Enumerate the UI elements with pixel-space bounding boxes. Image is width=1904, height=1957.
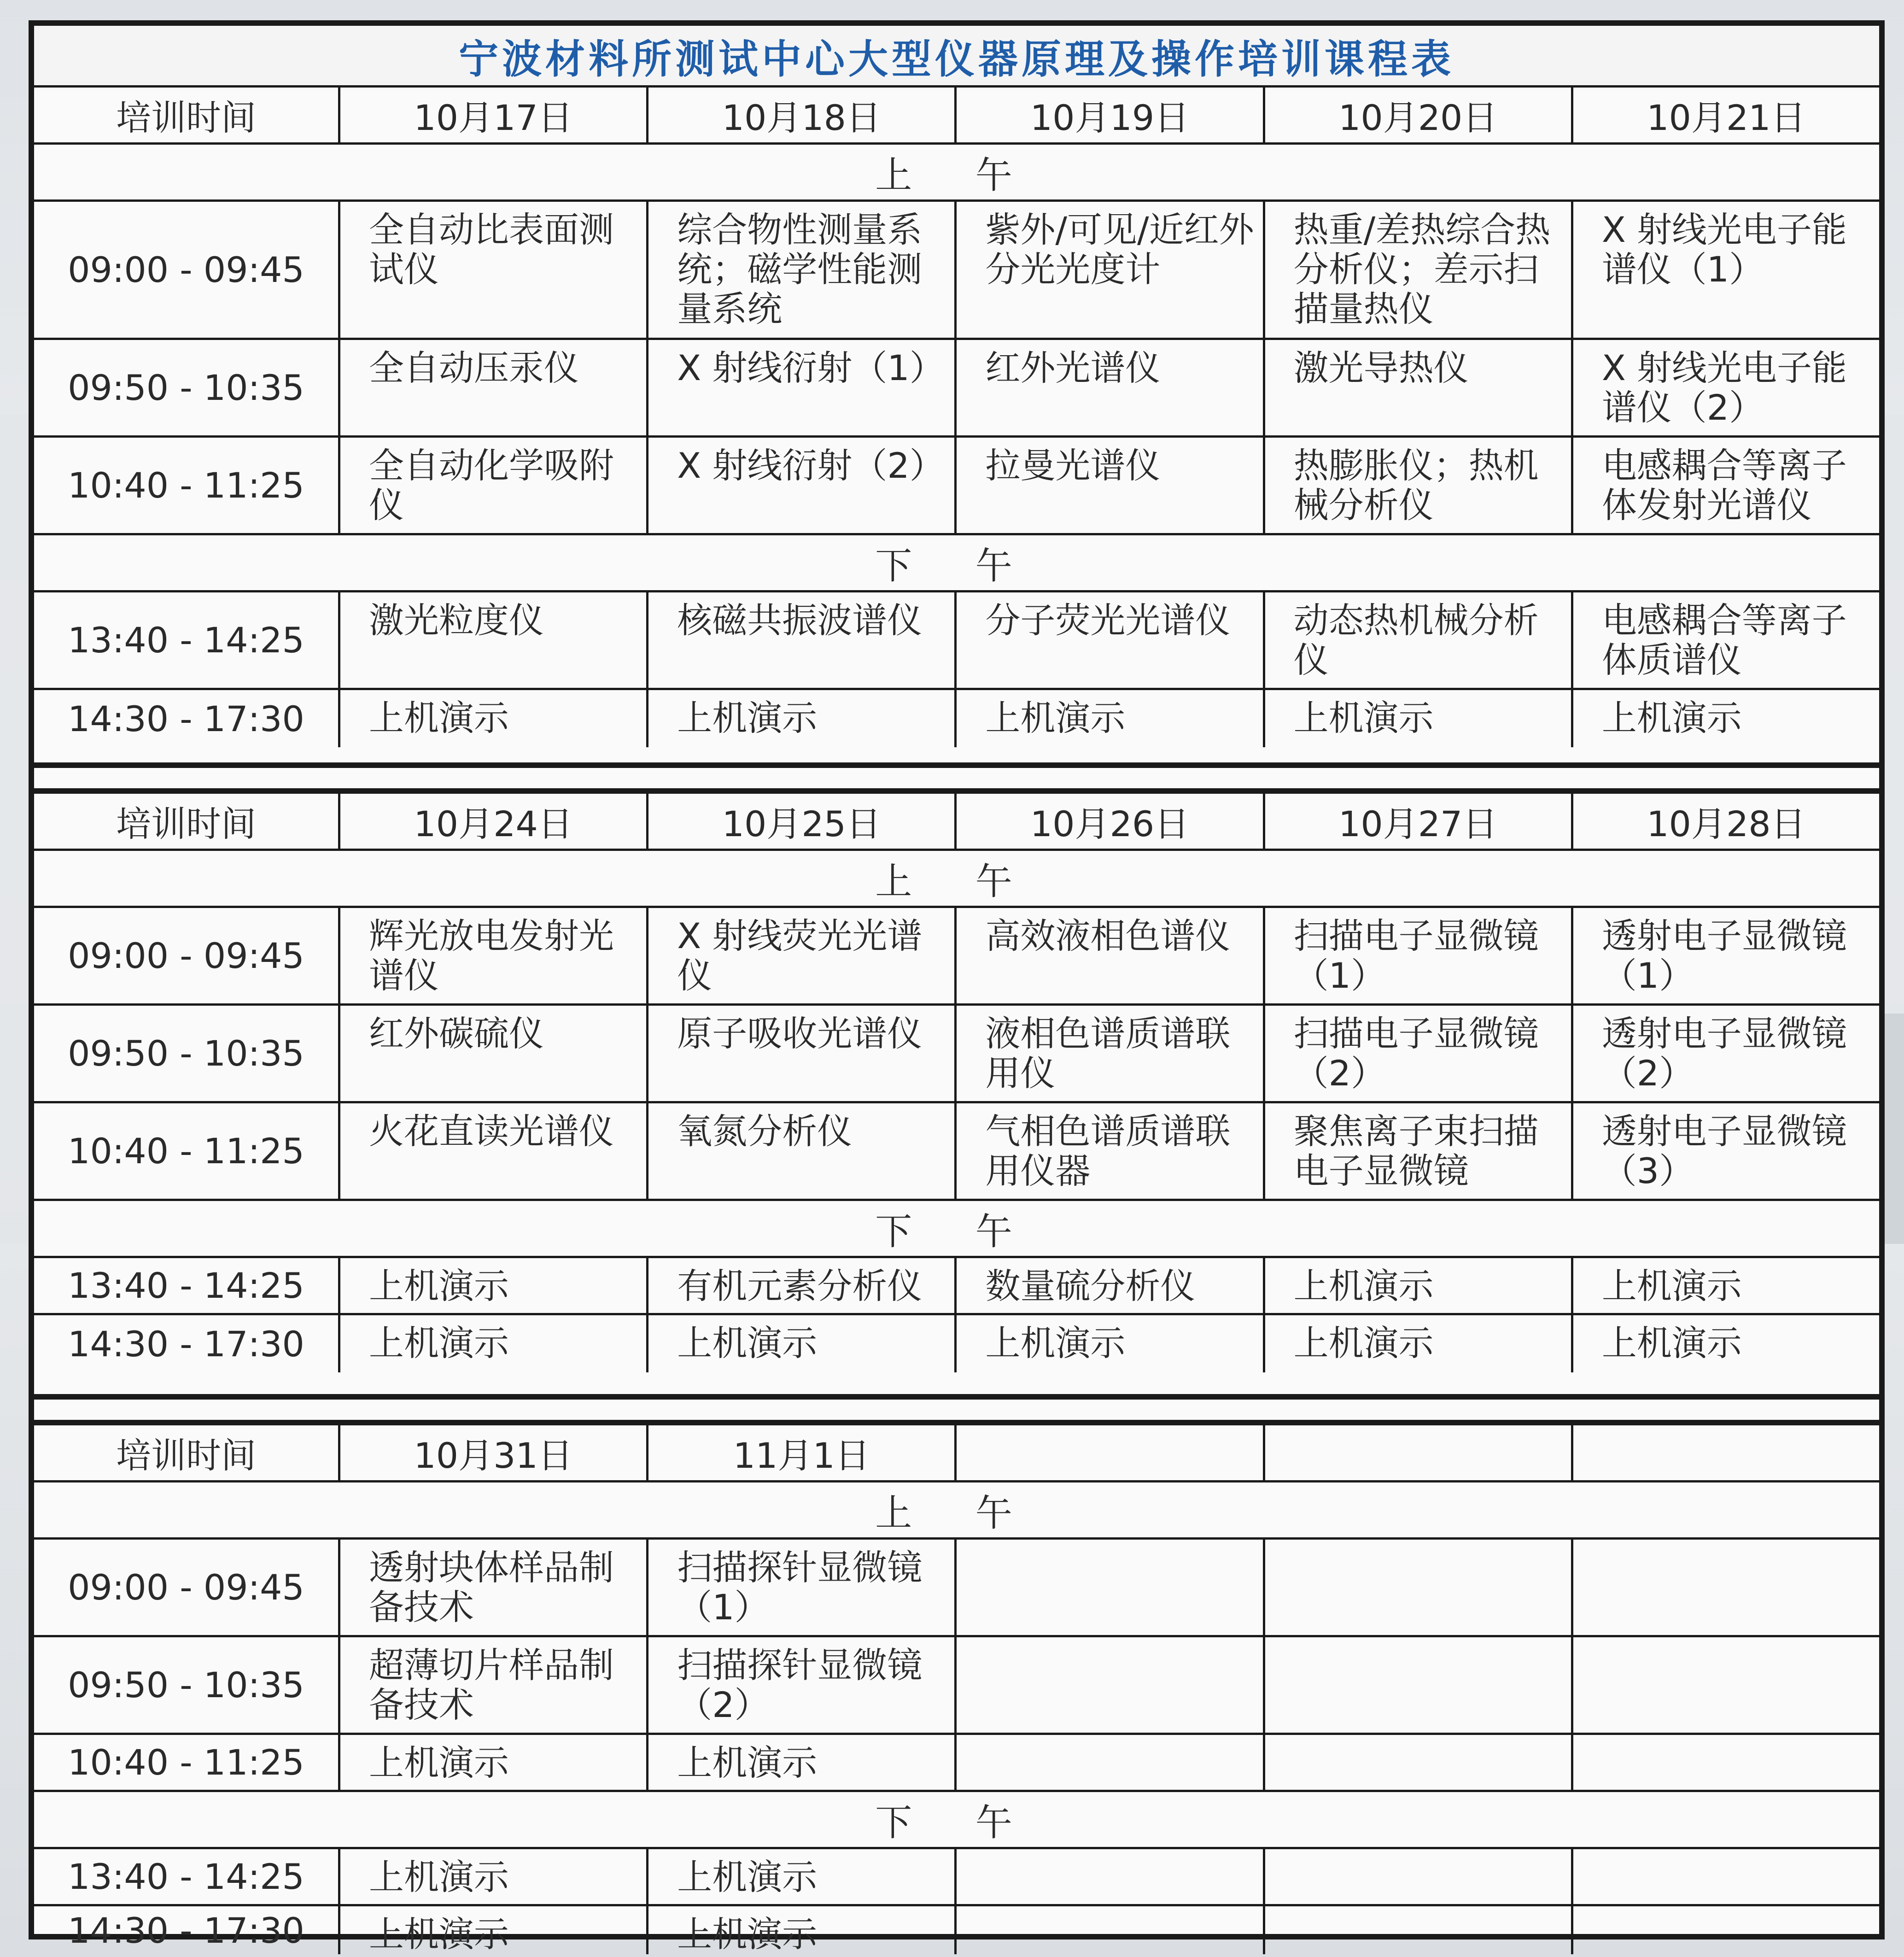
time-slot-row — [34, 1735, 1879, 1792]
course-cell: X 射线衍射（2） — [648, 438, 957, 533]
time-slot-row — [34, 1849, 1879, 1906]
course-cell: X 射线衍射（1） — [648, 340, 957, 435]
course-cell: 扫描电子显微镜（2） — [1265, 1006, 1573, 1101]
course-cell: 上机演示 — [340, 1258, 648, 1313]
course-cell — [957, 1637, 1265, 1733]
course-cell: 有机元素分析仪 — [648, 1258, 957, 1313]
course-cell: 综合物性测量系统；磁学性能测量系统 — [648, 202, 957, 338]
course-cell: X 射线光电子能谱仪（2） — [1601, 347, 1847, 428]
course-cell: 扫描探针显微镜（1） — [648, 1540, 957, 1635]
course-cell: 上机演示 — [1601, 697, 1742, 738]
time-slot-label: 09:50 - 10:35 — [34, 1637, 340, 1733]
time-slot-row — [34, 340, 1879, 438]
course-cell: 聚焦离子束扫描电子显微镜 — [1265, 1103, 1573, 1199]
course-cell — [957, 1735, 1265, 1790]
course-cell: 上机演示 — [648, 1735, 957, 1790]
course-cell: 高效液相色谱仪 — [957, 908, 1265, 1003]
time-slot-label: 09:00 - 09:45 — [34, 908, 340, 1003]
course-cell: 透射电子显微镜（2） — [1601, 1013, 1847, 1094]
morning-label: 上 午 — [34, 145, 1879, 202]
schedule-table — [29, 20, 1885, 1954]
course-cell: 扫描探针显微镜（2） — [648, 1637, 957, 1733]
afternoon-label: 下 午 — [34, 1201, 1879, 1258]
afternoon-label: 下 午 — [34, 1792, 1879, 1849]
time-slot-row — [34, 908, 1879, 1006]
course-cell: 透射块体样品制备技术 — [340, 1540, 648, 1635]
schedule-week-block — [34, 794, 1879, 1394]
course-cell: 超薄切片样品制备技术 — [340, 1637, 648, 1733]
time-slot-label: 09:00 - 09:45 — [34, 1540, 340, 1635]
day-header: 10月18日 — [648, 88, 957, 142]
time-slot-row — [34, 1906, 1879, 1954]
time-slot-row — [34, 1006, 1879, 1103]
time-slot-row — [34, 1103, 1879, 1201]
time-slot-label: 13:40 - 14:25 — [34, 1849, 340, 1904]
course-cell: 原子吸收光谱仪 — [648, 1006, 957, 1101]
day-header: 10月17日 — [340, 88, 648, 142]
course-cell: 上机演示 — [648, 690, 957, 747]
course-cell: 上机演示 — [1265, 690, 1573, 747]
header-row — [34, 794, 1879, 851]
time-header: 培训时间 — [34, 794, 340, 849]
course-cell: 辉光放电发射光谱仪 — [340, 908, 648, 1003]
time-header: 培训时间 — [34, 88, 340, 142]
morning-label: 上 午 — [34, 1482, 1879, 1540]
block-separator — [34, 1394, 1879, 1425]
time-slot-row — [34, 202, 1879, 340]
time-slot-row — [34, 438, 1879, 535]
course-cell — [957, 1906, 1265, 1954]
course-cell: 红外光谱仪 — [957, 340, 1265, 435]
time-slot-row — [34, 1637, 1879, 1735]
day-header: 10月24日 — [340, 794, 648, 849]
course-cell: 上机演示 — [340, 1849, 648, 1904]
course-cell: 上机演示 — [1265, 1258, 1573, 1313]
time-slot-label: 10:40 - 11:25 — [34, 1735, 340, 1790]
course-cell: 氧氮分析仪 — [648, 1103, 957, 1199]
day-header: 10月19日 — [957, 88, 1265, 142]
course-cell — [957, 1540, 1265, 1635]
course-cell: 上机演示 — [1601, 1323, 1742, 1364]
course-cell: 全自动压汞仪 — [340, 340, 648, 435]
course-cell: 电感耦合等离子体质谱仪 — [1601, 600, 1847, 680]
course-cell — [957, 1849, 1265, 1904]
day-header: 11月1日 — [648, 1425, 957, 1480]
course-cell: 上机演示 — [340, 1315, 648, 1372]
time-slot-label: 13:40 - 14:25 — [34, 1258, 340, 1313]
time-slot-label: 10:40 - 11:25 — [34, 1103, 340, 1199]
course-cell — [1265, 1540, 1573, 1635]
course-cell: 红外碳硫仪 — [340, 1006, 648, 1101]
course-cell — [1573, 1637, 1879, 1733]
course-cell: 透射电子显微镜（1） — [1601, 915, 1847, 996]
course-cell: X 射线光电子能谱仪（1） — [1601, 209, 1847, 290]
course-cell: 全自动比表面测试仪 — [340, 202, 648, 338]
time-slot-label: 09:00 - 09:45 — [34, 202, 340, 338]
course-cell: 上机演示 — [648, 1906, 957, 1954]
time-slot-label: 13:40 - 14:25 — [34, 592, 340, 688]
time-slot-row — [34, 1315, 1879, 1372]
day-header — [1573, 1425, 1879, 1480]
course-cell: 上机演示 — [1265, 1315, 1573, 1372]
header-row — [34, 1425, 1879, 1482]
course-cell: 电感耦合等离子体发射光谱仪 — [1601, 445, 1847, 526]
course-cell — [1265, 1637, 1573, 1733]
morning-label: 上 午 — [34, 851, 1879, 908]
course-cell: 热重/差热综合热分析仪；差示扫描量热仪 — [1265, 202, 1573, 338]
time-slot-label: 14:30 - 17:30 — [34, 1315, 340, 1372]
course-cell: 上机演示 — [957, 690, 1265, 747]
time-slot-row — [34, 1258, 1879, 1315]
course-cell: 透射电子显微镜（3） — [1601, 1111, 1847, 1191]
time-slot-label: 10:40 - 11:25 — [34, 438, 340, 533]
page-title: 宁波材料所测试中心大型仪器原理及操作培训课程表 — [34, 26, 1879, 88]
day-header — [1265, 1425, 1573, 1480]
time-slot-label: 09:50 - 10:35 — [34, 340, 340, 435]
day-header: 10月26日 — [957, 794, 1265, 849]
time-slot-row — [34, 690, 1879, 747]
course-cell — [1265, 1849, 1573, 1904]
course-cell: 上机演示 — [648, 1849, 957, 1904]
course-cell: 激光粒度仪 — [340, 592, 648, 688]
day-header: 10月20日 — [1265, 88, 1573, 142]
day-header — [957, 1425, 1265, 1480]
day-header: 10月25日 — [648, 794, 957, 849]
time-slot-label: 14:30 - 17:30 — [34, 690, 340, 747]
course-cell — [1573, 1540, 1879, 1635]
course-cell: 拉曼光谱仪 — [957, 438, 1265, 533]
course-cell: 全自动化学吸附仪 — [340, 438, 648, 533]
course-cell: 激光导热仪 — [1265, 340, 1573, 435]
course-cell — [1265, 1906, 1573, 1954]
course-cell: 液相色谱质谱联用仪 — [957, 1006, 1265, 1101]
course-cell: 数量硫分析仪 — [957, 1258, 1265, 1313]
course-cell: 核磁共振波谱仪 — [648, 592, 957, 688]
time-slot-label: 14:30 - 17:30 — [34, 1906, 340, 1954]
course-cell: 气相色谱质谱联用仪器 — [957, 1103, 1265, 1199]
time-slot-row — [34, 592, 1879, 690]
afternoon-label: 下 午 — [34, 535, 1879, 592]
block-separator — [34, 762, 1879, 794]
course-cell — [1573, 1735, 1879, 1790]
course-cell: X 射线荧光光谱仪 — [648, 908, 957, 1003]
course-cell: 分子荧光光谱仪 — [957, 592, 1265, 688]
course-cell: 上机演示 — [340, 1735, 648, 1790]
day-header: 10月21日 — [1647, 97, 1806, 138]
course-cell: 火花直读光谱仪 — [340, 1103, 648, 1199]
course-cell: 上机演示 — [648, 1315, 957, 1372]
course-cell: 上机演示 — [1601, 1266, 1742, 1307]
day-header: 10月31日 — [340, 1425, 648, 1480]
schedule-blocks — [34, 88, 1879, 1954]
course-cell: 动态热机械分析仪 — [1265, 592, 1573, 688]
time-slot-row — [34, 1540, 1879, 1637]
schedule-week-block — [34, 88, 1879, 762]
course-cell: 上机演示 — [957, 1315, 1265, 1372]
course-cell: 热膨胀仪；热机械分析仪 — [1265, 438, 1573, 533]
time-header: 培训时间 — [34, 1425, 340, 1480]
course-cell: 扫描电子显微镜（1） — [1265, 908, 1573, 1003]
course-cell — [1573, 1849, 1879, 1904]
day-header: 10月27日 — [1265, 794, 1573, 849]
course-cell: 紫外/可见/近红外分光光度计 — [957, 202, 1265, 338]
course-cell — [1573, 1906, 1879, 1954]
day-header: 10月28日 — [1647, 803, 1806, 844]
time-slot-label: 09:50 - 10:35 — [34, 1006, 340, 1101]
schedule-week-block — [34, 1425, 1879, 1954]
course-cell — [1265, 1735, 1573, 1790]
course-cell: 上机演示 — [340, 1906, 648, 1954]
header-row — [34, 88, 1879, 145]
course-cell: 上机演示 — [340, 690, 648, 747]
